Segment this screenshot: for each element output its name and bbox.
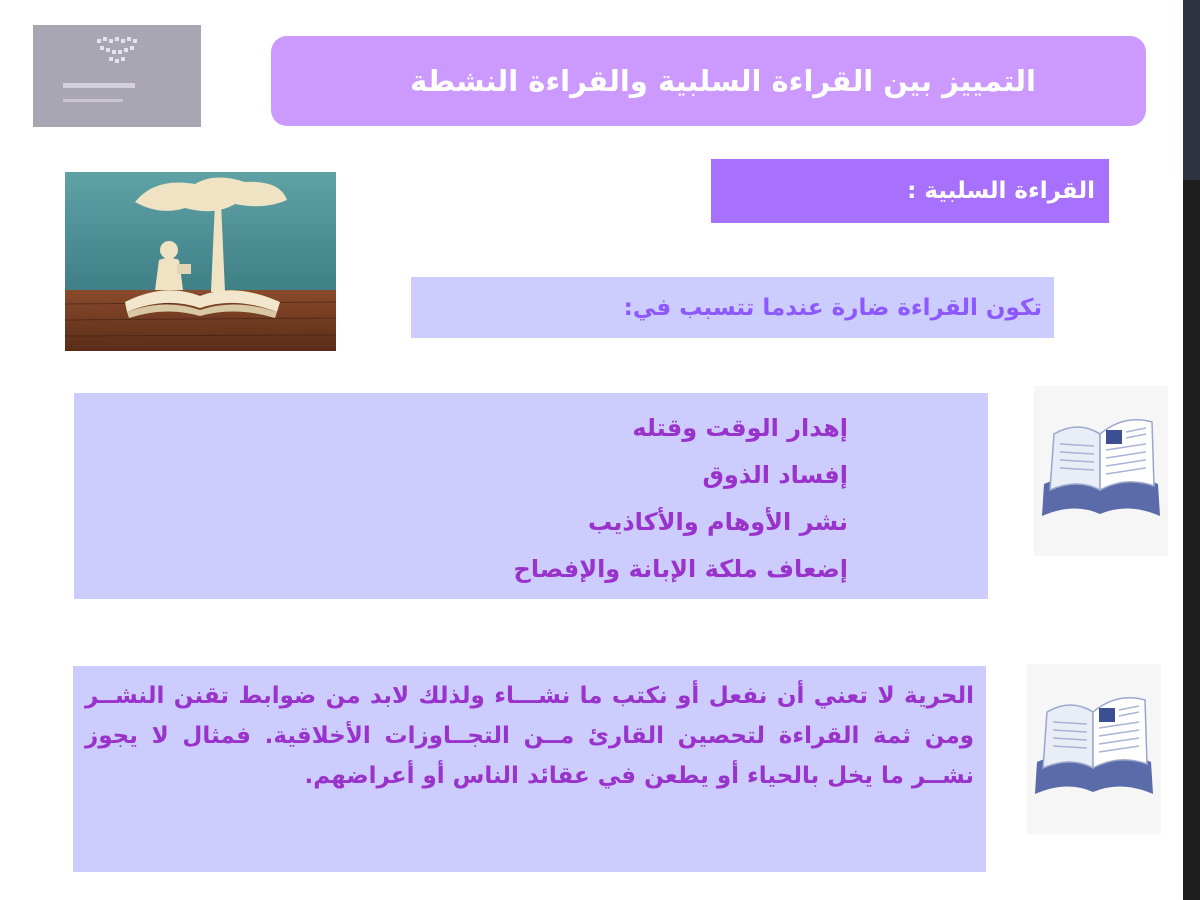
logo-wordmark: [63, 83, 135, 88]
paragraph-text: الحرية لا تعني أن نفعل أو نكتب ما نشـــاء ولذلك لابد من ضوابط تقنن النشــر ومن ثمة القراءة لتحصين القارئ مــن التجــاوزات الأخلاقية. فمثال لا يجوز نشــر ما يخل بالحياء أو يطعن في عقائد الناس أو أعراضهم.: [85, 683, 974, 789]
title-banner: [271, 36, 1146, 126]
list-item: نشر الأوهام والأكاذيب: [587, 508, 848, 536]
harms-list: [514, 405, 848, 593]
ministry-logo: [33, 25, 201, 127]
right-edge-bar-accent: [1183, 0, 1200, 180]
section-heading-text: القراءة السلبية :: [907, 178, 1095, 204]
paragraph-box: [73, 666, 986, 872]
list-item: إهدار الوقت وقتله: [632, 414, 848, 442]
intro-box: [411, 277, 1054, 338]
page-title: التمييز بين القراءة السلبية والقراءة النشطة: [410, 64, 1036, 98]
child-reading-book-photo: [65, 172, 336, 351]
harms-list-box: [74, 393, 988, 599]
open-book-icon: [1027, 664, 1161, 834]
intro-text: تكون القراءة ضارة عندما تتسبب في:: [623, 294, 1042, 321]
section-heading: [711, 159, 1109, 223]
list-item: إضعاف ملكة الإبانة والإفصاح: [513, 555, 848, 583]
logo-mark-icon: [95, 35, 139, 65]
open-book-icon: [1034, 386, 1168, 556]
list-item: إفساد الذوق: [702, 461, 848, 489]
logo-subline: [63, 99, 123, 102]
